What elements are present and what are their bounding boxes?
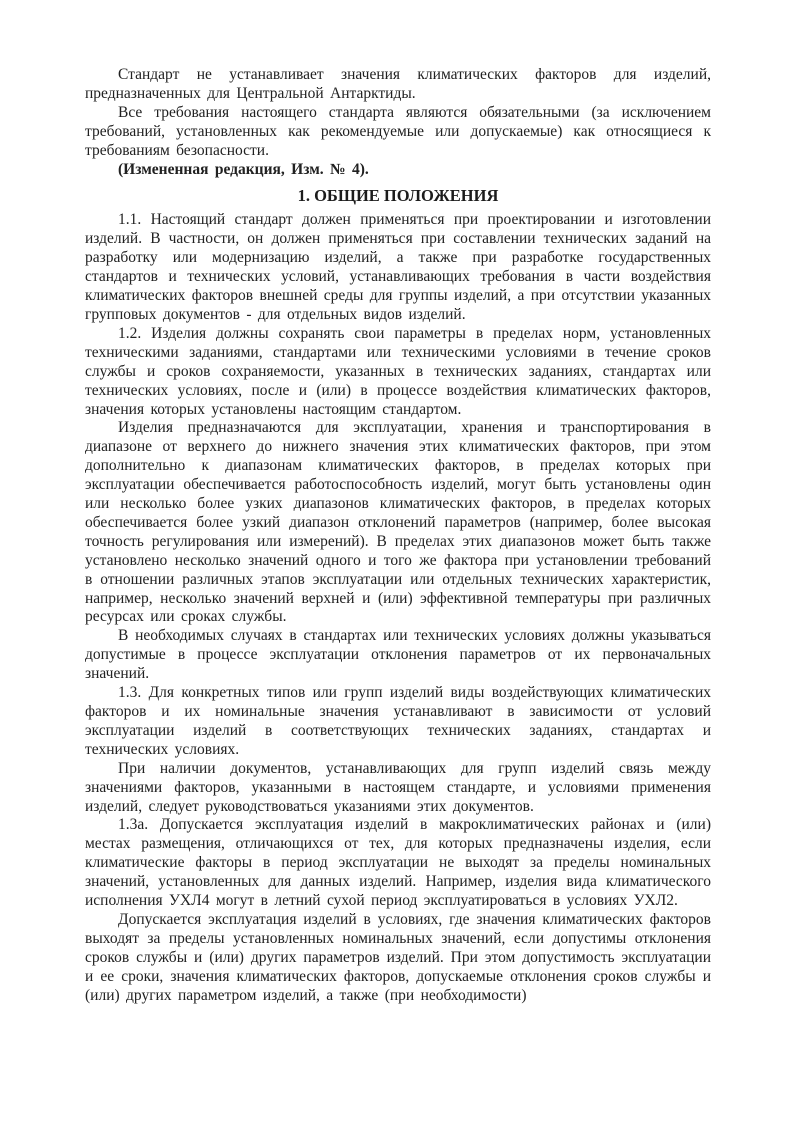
paragraph-1-3: 1.3. Для конкретных типов или групп изделий виды воздействующих климатических факторов и их номинальные значения устанавливают в зависимости от условий эксплуатации изделий в соответствующих технических заданиях, стандартах и технических условиях. bbox=[85, 684, 711, 758]
paragraph-antarctica-scope-note: Стандарт не устанавливает значения климатических факторов для изделий, предназначенных для Центральной Антарктиды. bbox=[85, 66, 711, 102]
document-text-column bbox=[85, 66, 711, 1006]
paragraph-mandatory-requirements: Все требования настоящего стандарта являются обязательными (за исключением требований, установленных как рекомендуемые или допускаемые) как относящиеся к требованиям безопасности. bbox=[85, 103, 711, 159]
paragraph-linking-documents: При наличии документов, устанавливающих для групп изделий связь между значениями факторов, указанными в настоящем стандарте, и условиями применения изделий, следует руководствоваться указаниями этих документов. bbox=[85, 759, 711, 815]
paragraph-1-1: 1.1. Настоящий стандарт должен применяться при проектировании и изготовлении изделий. В частности, он должен применяться при составлении технических заданий на разработку или модернизацию изделий, а также при разработке государственных стандартов и технических условий, устанавливающих требования в части воздействия климатических факторов внешней среды для группы изделий, а при отсутствии указанных групповых документов - для отдельных видов изделий. bbox=[85, 211, 711, 323]
paragraph-1-2: 1.2. Изделия должны сохранять свои параметры в пределах норм, установленных техническими заданиями, стандартами или техническими условиями в течение сроков службы и сроков сохраняемости, указанных в технических заданиях, стандартах или технических условиях, после и (или) в процессе воздействия климатических факторов, значения которых установлены настоящим стандартом. bbox=[85, 324, 711, 418]
amendment-note: (Измененная редакция, Изм. № 4). bbox=[118, 160, 369, 178]
paragraph-permissible-deviations: В необходимых случаях в стандартах или технических условиях должны указываться допустимые в процессе эксплуатации отклонения параметров от их первоначальных значений. bbox=[85, 627, 711, 683]
paragraph-ranges-of-climatic-factors: Изделия предназначаются для эксплуатации, хранения и транспортирования в диапазоне от верхнего до нижнего значения этих климатических факторов, при этом дополнительно к диапазонам климатических факторов, в пределах которых при эксплуатации обеспечивается работоспособность изделий, могут быть установлены один или несколько более узких диапазонов климатических факторов, в пределах которых обеспечивается более узкий диапазон отклонений параметров (например, более высокая точность регулирования или измерений). В пределах этих диапазонов может быть также установлено несколько значений одного и того же фактора при установлении требований в отношении различных этапов эксплуатации или отдельных технических характеристик, например, несколько значений верхней и (или) эффективной температуры при различных ресурсах или сроках службы. bbox=[85, 419, 711, 626]
section-heading-general-provisions: 1. ОБЩИЕ ПОЛОЖЕНИЯ bbox=[297, 186, 499, 206]
paragraph-operation-beyond-nominal-values: Допускается эксплуатация изделий в условиях, где значения климатических факторов выходят за пределы установленных номинальных значений, если допустимы отклонения сроков службы и (или) других параметров изделий. При этом допустимость эксплуатации и ее сроки, значения климатических факторов, допускаемые отклонения сроков службы и (или) других параметром изделий, а также (при необходимости) bbox=[85, 910, 711, 1004]
paragraph-1-3a: 1.3а. Допускается эксплуатация изделий в макроклиматических районах и (или) местах размещения, отличающихся от тех, для которых предназначены изделия, если климатические факторы в период эксплуатации не выходят за пределы номинальных значений, установленных для данных изделий. Например, изделия вида климатического исполнения УХЛ4 могут в летний сухой период эксплуатироваться в условиях УХЛ2. bbox=[85, 816, 711, 910]
